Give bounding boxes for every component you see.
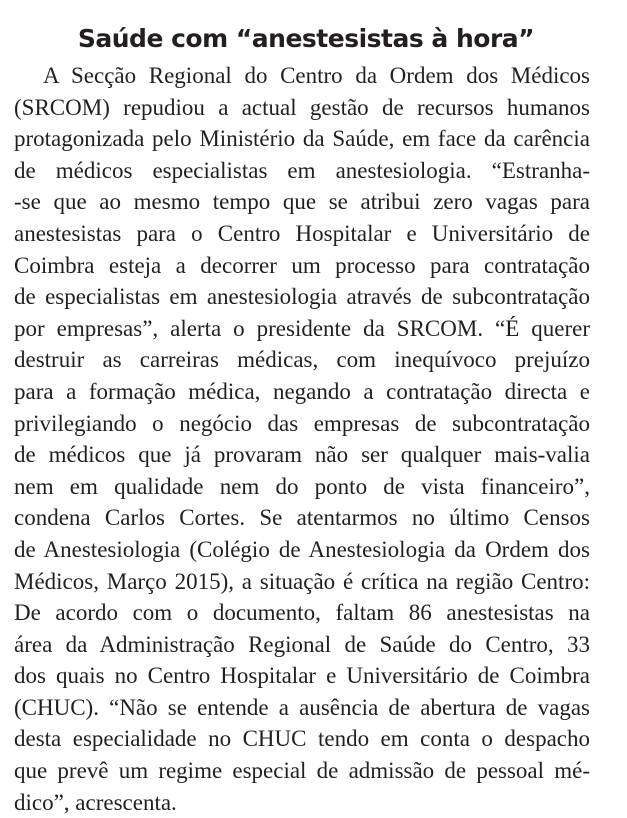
paragraph-line: Médicos, Março 2015), a situação é crítica na região Centro: [14,568,590,594]
paragraph-line: destruir as carreiras médicas, com inequívoco prejuízo [14,347,590,373]
paragraph-line: protagonizada pelo Ministério da Saúde, em face da carência [14,126,590,152]
paragraph-line: condena Carlos Cortes. Se atentarmos no último Censos [14,505,590,531]
paragraph-line: dos quais no Centro Hospitalar e Universitário de Coimbra [14,663,590,689]
paragraph-line: A Secção Regional do Centro da Ordem dos Médicos [43,63,590,88]
paragraph-line: (CHUC). “Não se entende a ausência de abertura de vagas [14,694,590,720]
paragraph-line: anestesistas para o Centro Hospitalar e Universitário de [14,220,590,246]
paragraph-line: para a formação médica, negando a contratação directa e [14,378,590,404]
article-title: Saúde com “anestesistas à hora” [77,24,535,53]
article-body [14,60,590,818]
paragraph-line: de médicos especialistas em anestesiologia. “Estranha- [14,157,590,183]
paragraph-line: de Anestesiologia (Colégio de Anestesiologia da Ordem dos [14,536,590,562]
paragraph-line: por empresas”, alerta o presidente da SRCOM. “É querer [14,315,590,341]
paragraph-line: De acordo com o documento, faltam 86 anestesistas na [14,600,590,626]
paragraph-line: Coimbra esteja a decorrer um processo para contratação [14,252,590,278]
paragraph-line: desta especialidade no CHUC tendo em conta o despacho [14,726,590,752]
paragraph-line: área da Administração Regional de Saúde do Centro, 33 [14,631,590,657]
paragraph-line: de especialistas em anestesiologia através de subcontratação [14,284,590,310]
paragraph-line: privilegiando o negócio das empresas de subcontratação [14,410,590,436]
paragraph-line: de médicos que já provaram não ser qualquer mais-valia [14,442,590,468]
paragraph-line: dico”, acrescenta. [14,789,177,815]
paragraph-line: nem em qualidade nem do ponto de vista financeiro”, [14,473,590,499]
paragraph-line: (SRCOM) repudiou a actual gestão de recursos humanos [14,94,590,120]
paragraph-line: que prevê um regime especial de admissão de pessoal mé- [14,758,590,784]
paragraph-line: -se que ao mesmo tempo que se atribui zero vagas para [14,189,590,215]
